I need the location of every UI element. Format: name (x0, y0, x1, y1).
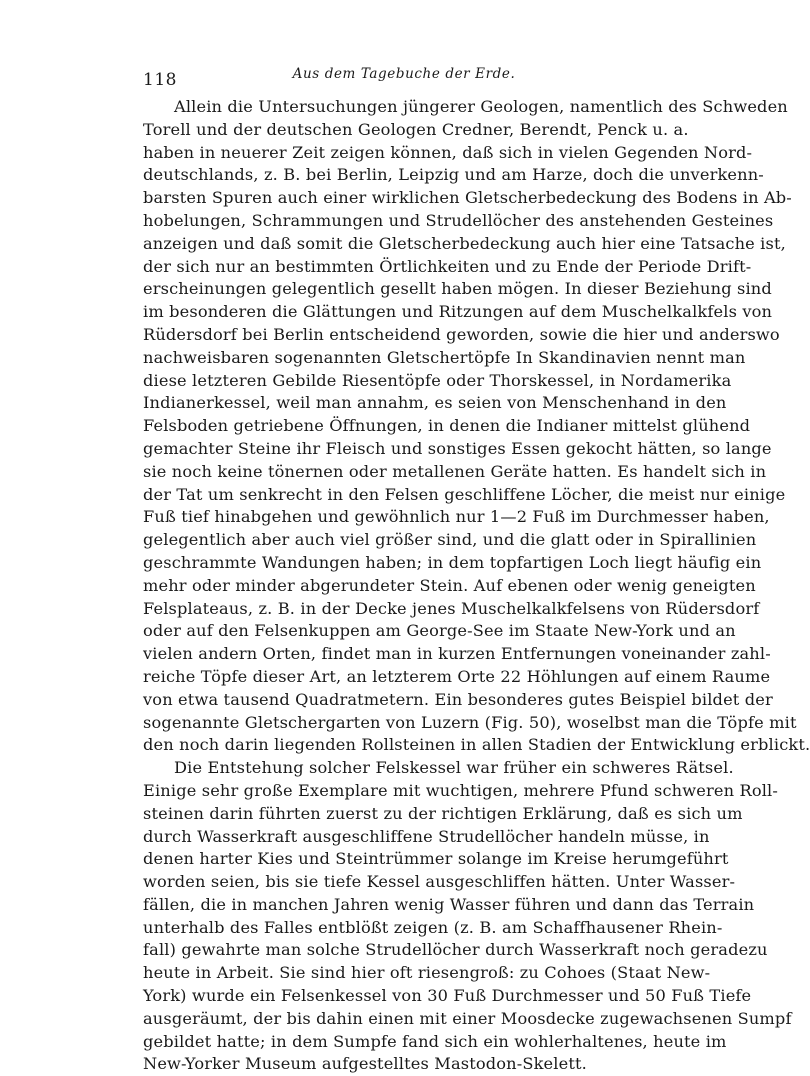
text-line: Einige sehr große Exemplare mit wuchtigen, mehrere Pfund schweren Roll- (143, 780, 778, 800)
text-line: haben in neuerer Zeit zeigen können, daß sich in vielen Gegenden Nord- (143, 142, 753, 162)
text-line: York) wurde ein Felsenkessel von 30 Fuß Durchmesser und 50 Fuß Tiefe (143, 986, 752, 1006)
text-line: von etwa tausend Quadratmetern. Ein besonderes gutes Beispiel bildet der (143, 689, 773, 709)
text-line: gebildet hatte; in dem Sumpfe fand sich ein wohlerhaltenes, heute im (143, 1031, 727, 1051)
text-line: gelegentlich aber auch viel größer sind, und die glatt oder in Spirallinien (143, 530, 757, 550)
running-title: Aus dem Tagebuche der Erde. (292, 66, 516, 82)
text-line: Rüdersdorf bei Berlin entscheidend geworden, sowie die hier und anderswo (143, 324, 780, 344)
text-line: Torell und der deutschen Geologen Credner, Berendt, Penck u. a. (143, 119, 689, 139)
text-line: fall) gewahrte man solche Strudellöcher durch Wasserkraft noch geradezu (143, 940, 768, 960)
text-line: sogenannte Gletschergarten von Luzern (Fig. 50), woselbst man die Töpfe mit (143, 712, 797, 732)
text-line: durch Wasserkraft ausgeschliffene Strudellöcher handeln müsse, in (143, 826, 710, 846)
text-line: gemachter Steine ihr Fleisch und sonstiges Essen gekocht hätten, so lange (143, 438, 772, 458)
text-line: diese letzteren Gebilde Riesentöpfe oder Thorskessel, in Nordamerika (143, 370, 732, 390)
text-line: nachweisbaren sogenannten Gletschertöpfe In Skandinavien nennt man (143, 347, 746, 367)
text-line: Indianerkessel, weil man annahm, es seien von Menschenhand in den (143, 393, 727, 413)
text-line: Die Entstehung solcher Felskessel war früher ein schweres Rätsel. (174, 758, 734, 778)
page-header (143, 62, 665, 92)
text-line: sie noch keine tönernen oder metallenen Geräte hatten. Es handelt sich in (143, 461, 767, 481)
text-line: heute in Arbeit. Sie sind hier oft riesengroß: zu Cohoes (Staat New- (143, 963, 711, 983)
text-line: deutschlands, z. B. bei Berlin, Leipzig und am Harze, doch die unverkenn- (143, 165, 764, 185)
text-line: Allein die Untersuchungen jüngerer Geologen, namentlich des Schweden (174, 97, 788, 116)
text-line: mehr oder minder abgerundeter Stein. Auf ebenen oder wenig geneigten (143, 575, 756, 595)
text-line: Felsplateaus, z. B. in der Decke jenes Muschelkalkfelsens von Rüdersdorf (143, 598, 760, 618)
text-line: der Tat um senkrecht in den Felsen geschliffene Löcher, die meist nur einige (143, 484, 786, 504)
text-line: reiche Töpfe dieser Art, an letzterem Orte 22 Höhlungen auf einem Raume (143, 666, 771, 686)
text-line: Fuß tief hinabgehen und gewöhnlich nur 1—2 Fuß im Durchmesser haben, (143, 507, 770, 527)
text-line: anzeigen und daß somit die Gletscherbedeckung auch hier eine Tatsache ist, (143, 233, 786, 253)
text-line: hobelungen, Schrammungen und Strudellöcher des anstehenden Gesteines (143, 210, 774, 230)
text-line: ausgeräumt, der bis dahin einen mit einer Moosdecke zugewachsenen Sumpf (143, 1008, 792, 1028)
text-line: worden seien, bis sie tiefe Kessel ausgeschliffen hätten. Unter Wasser- (143, 872, 736, 892)
text-line: denen harter Kies und Steintrümmer solange im Kreise herumgeführt (143, 849, 729, 869)
text-line: der sich nur an bestimmten Örtlichkeiten und zu Ende der Periode Drift- (143, 256, 752, 276)
text-line: erscheinungen gelegentlich gesellt haben mögen. In dieser Beziehung sind (143, 279, 772, 299)
text-line: Felsboden getriebene Öffnungen, in denen die Indianer mittelst glühend (143, 416, 751, 436)
text-line: steinen darin führten zuerst zu der richtigen Erklärung, daß es sich um (143, 803, 743, 823)
body-text (143, 96, 810, 1076)
text-line: vielen andern Orten, findet man in kurzen Entfernungen voneinander zahl- (143, 644, 771, 664)
text-line: den noch darin liegenden Rollsteinen in allen Stadien der Entwicklung erblickt. (143, 735, 810, 755)
text-line: oder auf den Felsenkuppen am George-See im Staate New-York und an (143, 621, 736, 641)
text-line: barsten Spuren auch einer wirklichen Gletscherbedeckung des Bodens in Ab- (143, 188, 792, 208)
text-line: New-Yorker Museum aufgestelltes Mastodon-Skelett. (143, 1054, 587, 1074)
text-line: im besonderen die Glättungen und Ritzungen auf dem Muschelkalkfels von (143, 302, 773, 322)
text-line: fällen, die in manchen Jahren wenig Wasser führen und dann das Terrain (143, 894, 755, 914)
text-line: geschrammte Wandungen haben; in dem topfartigen Loch liegt häufig ein (143, 552, 762, 572)
page-number: 118 (143, 70, 177, 90)
text-line: unterhalb des Falles entblößt zeigen (z. B. am Schaffhausener Rhein- (143, 917, 723, 937)
